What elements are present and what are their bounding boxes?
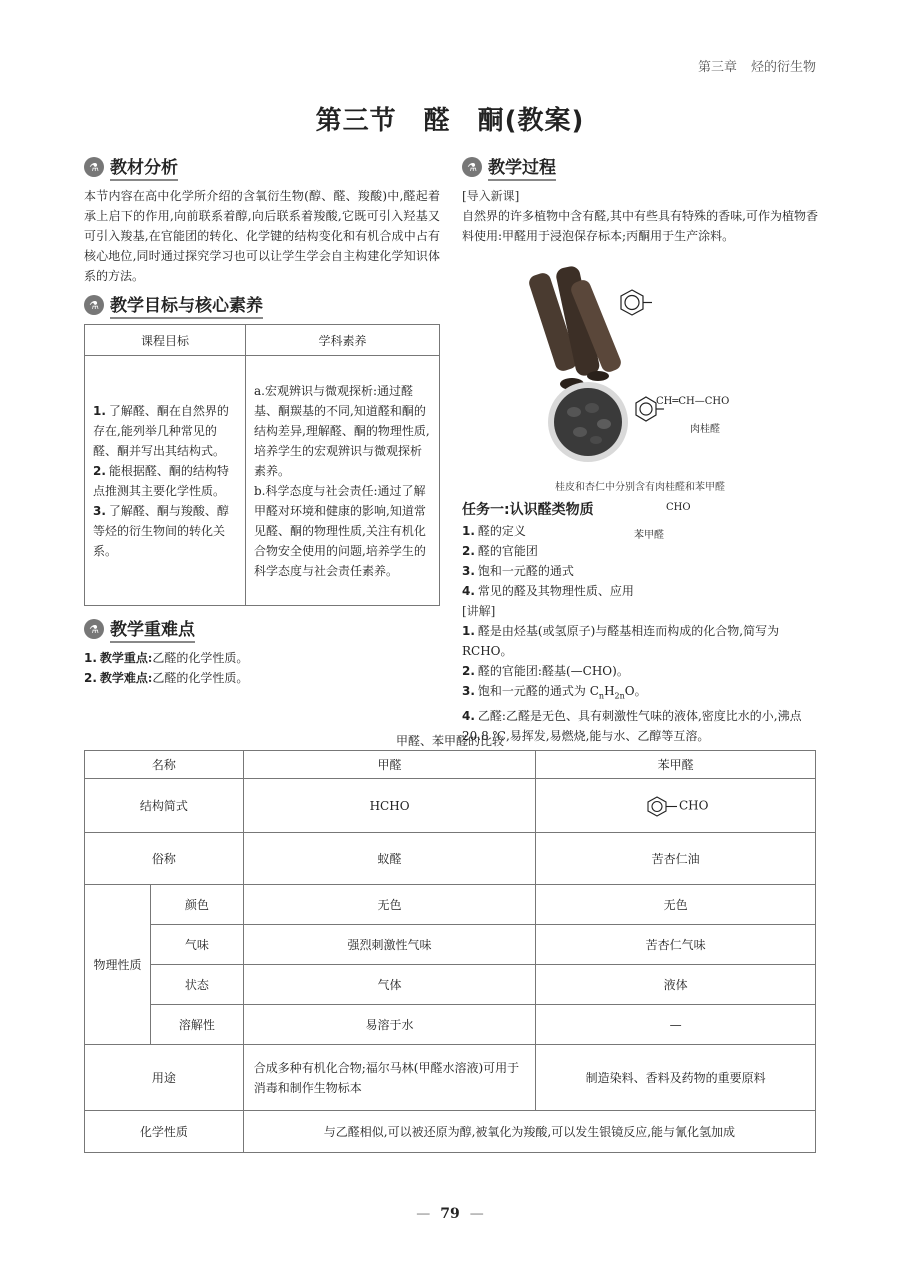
process-title: 教学过程: [488, 153, 556, 181]
explain-item: 1. 醛是由烃基(或氢原子)与醛基相连而构成的化合物,简写为RCHO。: [462, 624, 780, 658]
key-point-item: 2. 教学难点:乙醛的化学性质。: [84, 671, 249, 685]
row-label: 俗称: [85, 833, 244, 885]
row-label: 结构简式: [85, 779, 244, 833]
cell-value: 与乙醛相似,可以被还原为醇,被氧化为羧酸,可以发生银镜反应,能与氰化氢加成: [243, 1111, 815, 1153]
literacy-item: a.宏观辨识与微观探析:通过醛基、酮羰基的不同,知道醛和酮的结构差异,理解醛、酮的物理性质,培养学生的宏观辨识与微观探析素养。: [254, 383, 430, 478]
flask-icon: ⚗: [84, 619, 104, 639]
keypoints-heading: [84, 614, 440, 644]
analysis-heading: [84, 152, 440, 182]
cell-value: —: [536, 1005, 816, 1045]
explain-item: 4. 乙醛:乙醛是无色、具有刺激性气味的液体,密度比水的小,沸点 20.8 ℃,易挥发,易燃烧,能与水、乙醇等互溶。: [462, 709, 802, 744]
header-formaldehyde: 甲醛: [243, 751, 536, 779]
task-item: 1. 醛的定义: [462, 524, 526, 538]
explain-item: 2. 醛的官能团:醛基(—CHO)。: [462, 664, 629, 678]
explain-tag: [讲解]: [462, 604, 496, 618]
course-goal-item: 1. 了解醛、酮在自然界的存在,能列举几种常见的醛、酮并写出其结构式。: [93, 403, 229, 458]
header-name: 名称: [85, 751, 244, 779]
cell-value: 蚁醛: [243, 833, 536, 885]
cinnamon-sticks-image: [527, 265, 623, 390]
benzaldehyde-formula: CHO: [666, 502, 691, 513]
literacy-cell: [246, 356, 440, 606]
course-goals-header: 课程目标: [85, 325, 246, 356]
task-title: 任务一:认识醛类物质: [462, 502, 594, 518]
keypoints-title: 教学重难点: [110, 615, 195, 643]
chapter-number: 第三章: [697, 60, 737, 75]
explain-item: 3. 饱和一元醛的通式为 $C_nH_{2n}O$。: [462, 684, 647, 701]
cell-value: 苦杏仁油: [536, 833, 816, 885]
flask-icon: ⚗: [84, 157, 104, 177]
goals-heading: [84, 290, 440, 320]
cell-value: 强烈刺激性气味: [243, 925, 536, 965]
page-number: — 79 —: [416, 1206, 484, 1222]
goals-table: [84, 324, 440, 606]
task-item: 3. 饱和一元醛的通式: [462, 564, 574, 578]
header-benzaldehyde: 苯甲醛: [536, 751, 816, 779]
figure-caption: 桂皮和杏仁中分别含有肉桂醛和苯甲醛: [555, 482, 725, 493]
cell-value: 合成多种有机化合物;福尔马林(甲醛水溶液)可用于消毒和制作生物标本: [243, 1045, 536, 1111]
goals-title: 教学目标与核心素养: [110, 291, 263, 319]
cell-value: 液体: [536, 965, 816, 1005]
cell-value: 制造染料、香料及药物的重要原料: [536, 1045, 816, 1111]
comparison-caption: 甲醛、苯甲醛的比较: [395, 734, 504, 748]
task-item: 4. 常见的醛及其物理性质、应用: [462, 584, 634, 598]
cell-value: 易溶于水: [243, 1005, 536, 1045]
task-item: 2. 醛的官能团: [462, 544, 538, 558]
row-label: 化学性质: [85, 1111, 244, 1153]
benzaldehyde-name: 苯甲醛: [634, 530, 664, 541]
cell-value: 苦杏仁气味: [536, 925, 816, 965]
cinnamaldehyde-name: 肉桂醛: [690, 424, 720, 435]
page-title: 第三节 醛 酮(教案): [315, 106, 585, 136]
intro-tag: [导入新课]: [462, 189, 520, 203]
row-label: 用途: [85, 1045, 244, 1111]
cinnamon-almond-illustration: [462, 252, 818, 462]
benzene-ring-icon: [643, 795, 679, 817]
course-goals-cell: [85, 356, 246, 606]
key-point-item: 1. 教学重点:乙醛的化学性质。: [84, 651, 249, 665]
course-goal-item: 2. 能根据醛、酮的结构特点推测其主要化学性质。: [93, 463, 229, 498]
row-label: 溶解性: [150, 1005, 243, 1045]
benzaldehyde-cho: CHO: [678, 798, 709, 812]
physical-properties-label: 物理性质: [85, 885, 151, 1045]
literacy-header: 学科素养: [246, 325, 440, 356]
intro-text: 自然界的许多植物中含有醛,其中有些具有特殊的香味,可作为植物香料使用:甲醛用于浸泡保存标本;丙酮用于生产涂料。: [462, 209, 818, 243]
row-label: 气味: [150, 925, 243, 965]
analysis-title: 教材分析: [110, 153, 178, 181]
row-label: 状态: [150, 965, 243, 1005]
left-column: [84, 152, 440, 688]
process-heading: [462, 152, 818, 182]
running-header: [698, 56, 816, 75]
literacy-item: b.科学态度与社会责任:通过了解甲醛对环境和健康的影响,知道常见醛、酮的物理性质,关注有机化合物安全使用的问题,培养学生的科学态度与社会责任素养。: [254, 483, 426, 578]
cell-value: 无色: [243, 885, 536, 925]
structure-formaldehyde: HCHO: [243, 779, 536, 833]
analysis-text: 本节内容在高中化学所介绍的含氧衍生物(醇、醛、羧酸)中,醛起着承上启下的作用,向前联系着醇,向后联系着羧酸,它既可引入羟基又可引入羧基,在官能团的转化、化学键的结构变化和有机合成中占有核心地位,同时通过探究学习也可以让学生学会自主构建化学知识体系的方法。: [84, 189, 440, 283]
benzene-ring-icon: [621, 290, 652, 315]
almonds-image: [548, 382, 628, 462]
cinnamaldehyde-formula: CH═CH—CHO: [656, 396, 730, 407]
flask-icon: ⚗: [462, 157, 482, 177]
structure-benzaldehyde: [536, 779, 816, 833]
cell-value: 气体: [243, 965, 536, 1005]
course-goal-item: 3. 了解醛、酮与羧酸、醇等烃的衍生物间的转化关系。: [93, 503, 229, 558]
cell-value: 无色: [536, 885, 816, 925]
row-label: 颜色: [150, 885, 243, 925]
right-column: [462, 152, 818, 746]
flask-icon: ⚗: [84, 295, 104, 315]
chapter-title: 烃的衍生物: [750, 60, 816, 75]
comparison-table: [84, 750, 816, 1153]
